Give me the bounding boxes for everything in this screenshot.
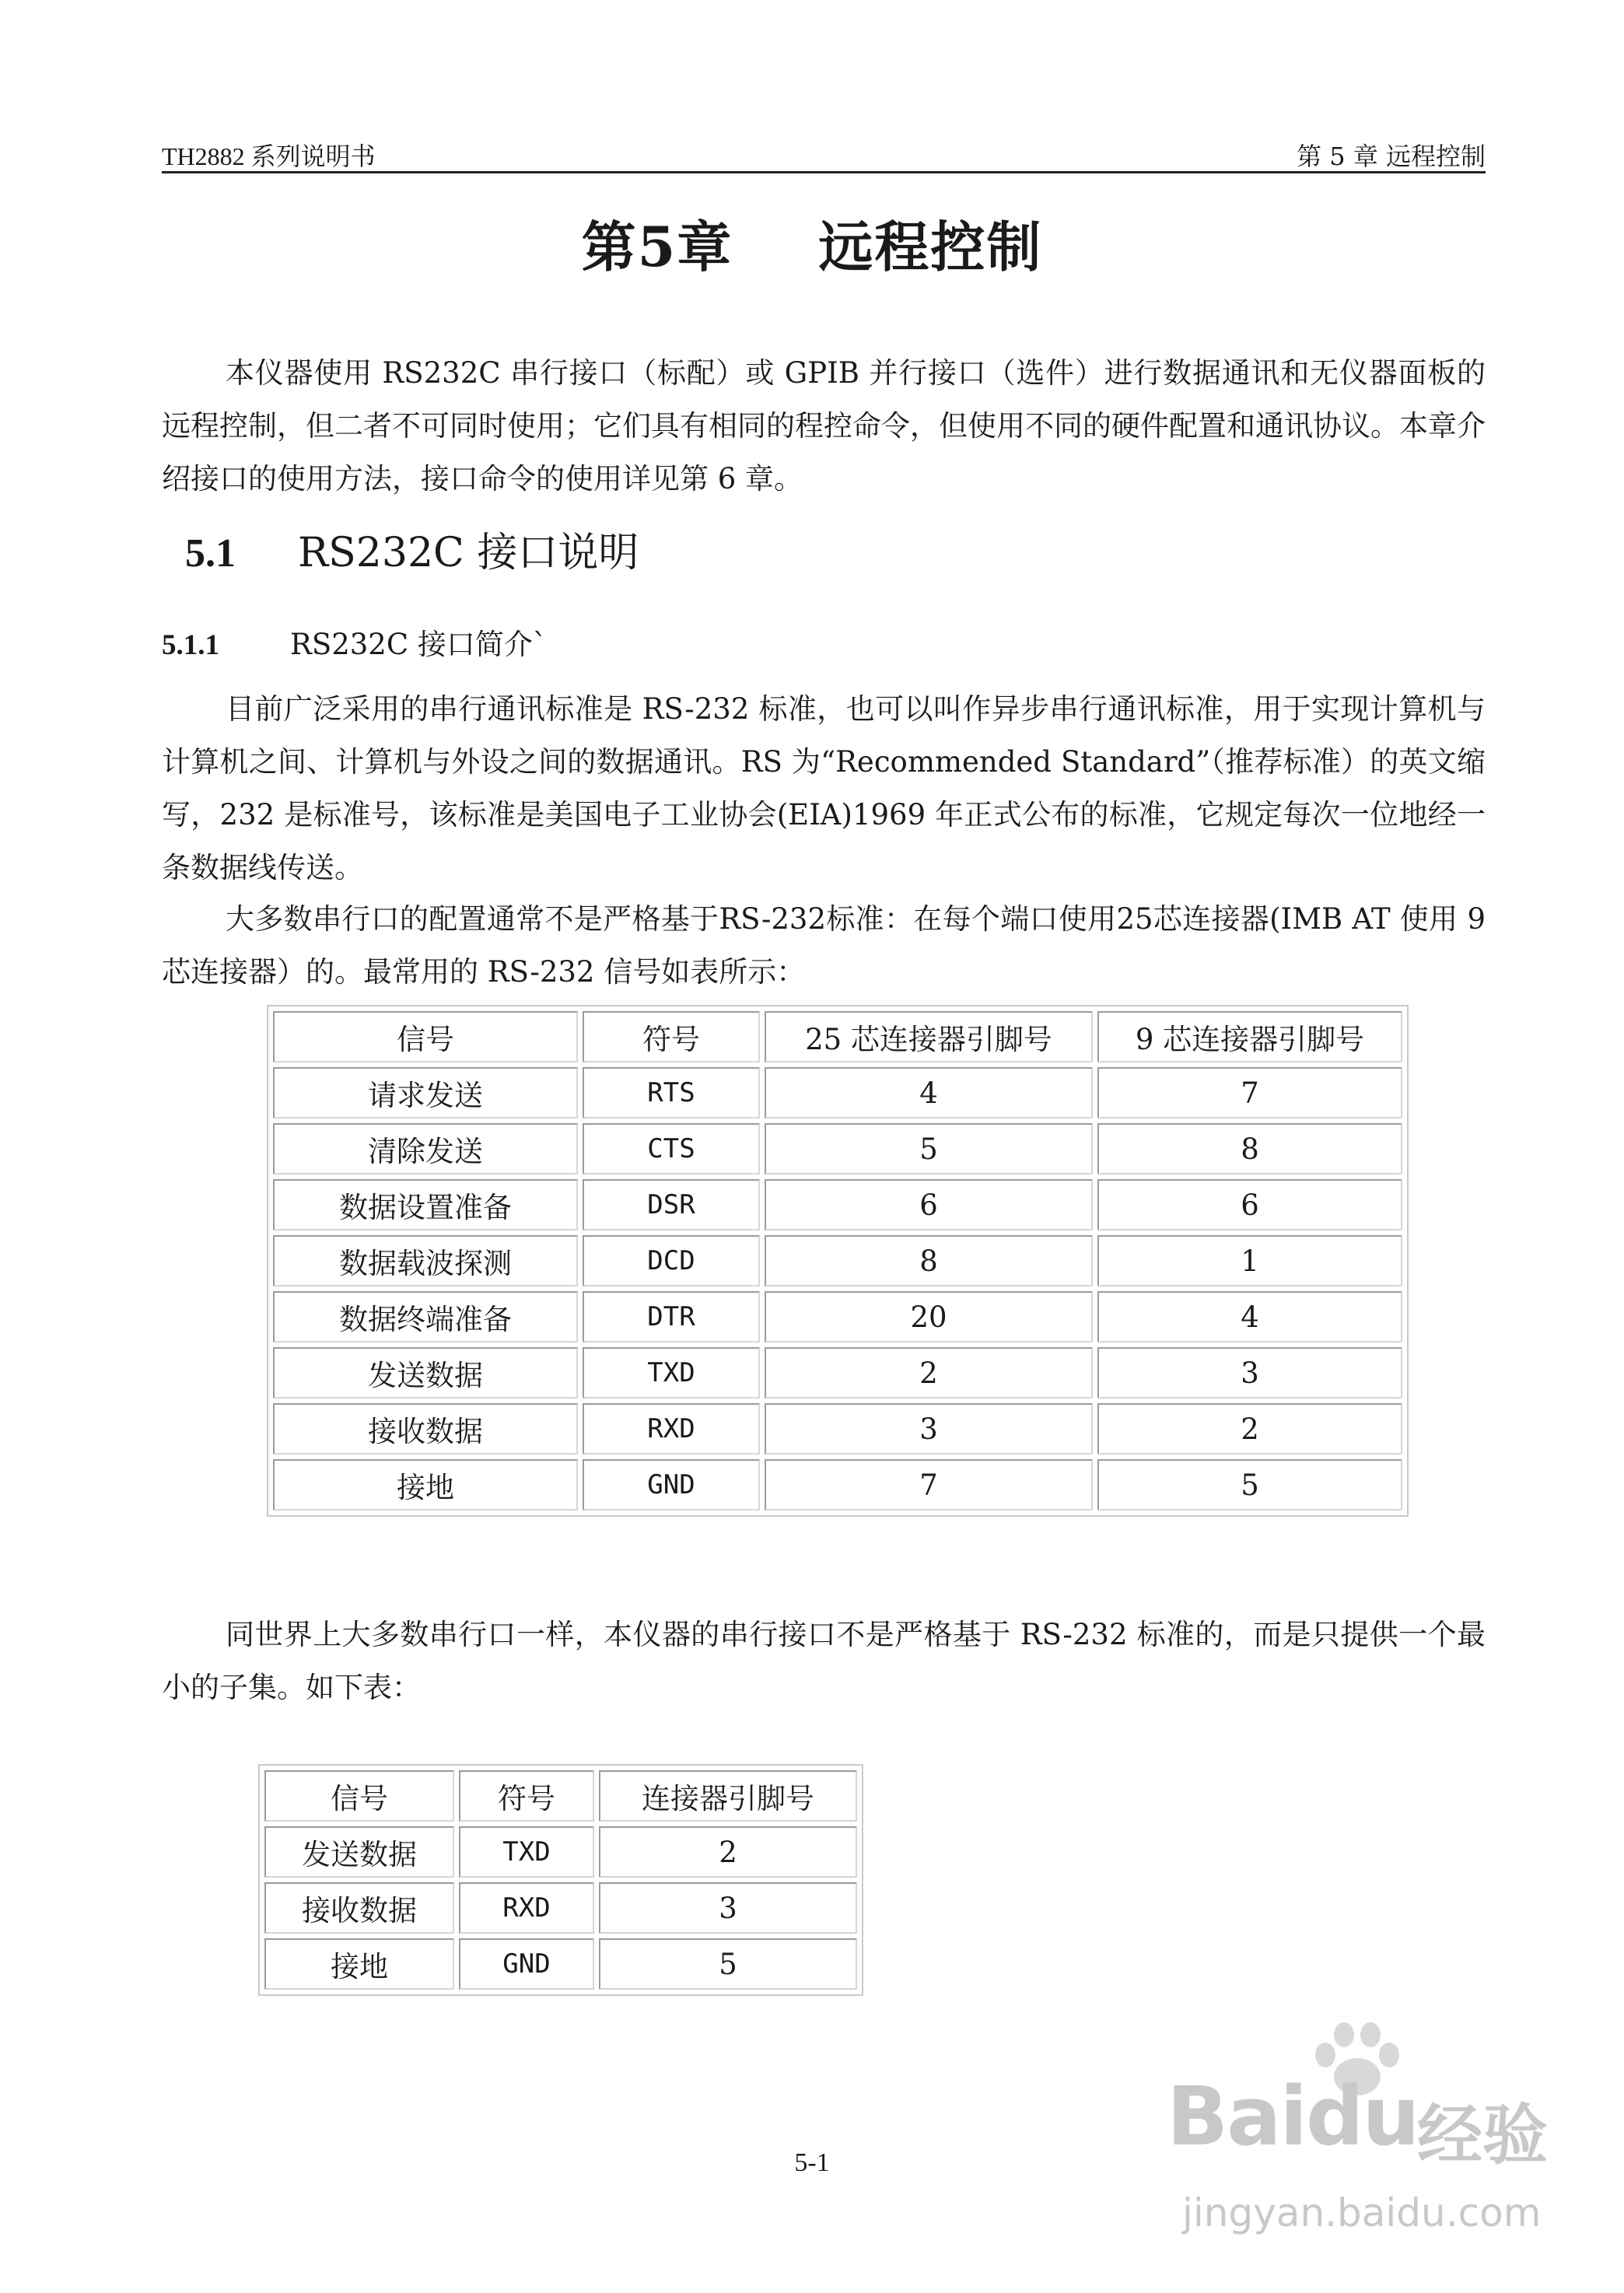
minimal-signal-table <box>258 1764 863 1996</box>
pin-25: 4 <box>765 1067 1093 1118</box>
signal-symbol: TXD <box>459 1826 594 1878</box>
signal-name: 接地 <box>273 1459 578 1511</box>
signal-symbol: DSR <box>583 1179 760 1231</box>
paragraph-rs232-intro: 目前广泛采用的串行通讯标准是 RS-232 标准，也可以叫作异步串行通讯标准，用于实现计算机与计算机之间、计算机与外设之间的数据通讯。RS 为“Recommended Standard”（推荐标准）的英文缩写，232 是标准号，该标准是美国电子工业协会(EIA)1969 年正式公布的标准，它规定每次一位地经一条数据线传送。 <box>162 692 1486 884</box>
watermark-logo: Baidu <box>1167 2069 1419 2164</box>
pin-25: 6 <box>765 1179 1093 1231</box>
pin-25: 2 <box>765 1347 1093 1399</box>
paragraph-subset: 同世界上大多数串行口一样，本仪器的串行接口不是严格基于 RS-232 标准的，而是只提供一个最小的子集。如下表： <box>162 1618 1486 1704</box>
signal-name: 数据设置准备 <box>273 1179 578 1231</box>
table-header-cell: 25 芯连接器引脚号 <box>765 1011 1093 1062</box>
subsection-title: RS232C 接口简介` <box>290 628 548 661</box>
table-row <box>273 1067 1402 1118</box>
signal-name: 接地 <box>264 1938 454 1990</box>
section-heading <box>185 520 639 578</box>
pin-9: 4 <box>1097 1291 1402 1343</box>
pin-9: 2 <box>1097 1403 1402 1455</box>
pin-number: 5 <box>599 1938 857 1990</box>
table-row <box>273 1347 1402 1399</box>
table-row <box>264 1938 857 1990</box>
table-header-cell: 符号 <box>583 1011 760 1062</box>
table-header-cell: 信号 <box>264 1770 454 1822</box>
table-row <box>273 1459 1402 1511</box>
signal-symbol: TXD <box>583 1347 760 1399</box>
pin-25: 8 <box>765 1235 1093 1287</box>
pin-number: 2 <box>599 1826 857 1878</box>
rs232-signal-table <box>267 1005 1409 1517</box>
pin-9: 7 <box>1097 1067 1402 1118</box>
signal-symbol: GND <box>583 1459 760 1511</box>
pin-25: 5 <box>765 1123 1093 1175</box>
watermark-url: jingyan.baidu.com <box>1182 2190 1542 2235</box>
signal-name: 数据载波探测 <box>273 1235 578 1287</box>
header-doc-title: TH2882 系列说明书 <box>162 142 376 170</box>
pin-25: 3 <box>765 1403 1093 1455</box>
pin-9: 1 <box>1097 1235 1402 1287</box>
signal-name: 清除发送 <box>273 1123 578 1175</box>
chapter-number: 第5章 <box>581 215 733 279</box>
table-row <box>273 1291 1402 1343</box>
paragraph-serial-config: 大多数串行口的配置通常不是严格基于RS-232标准：在每个端口使用25芯连接器(IMB AT 使用 9 芯连接器）的。最常用的 RS-232 信号如表所示： <box>162 902 1486 989</box>
signal-name: 接收数据 <box>264 1882 454 1934</box>
signal-symbol: GND <box>459 1938 594 1990</box>
page-number: 5-1 <box>794 2148 830 2177</box>
table-header-row <box>264 1770 857 1822</box>
chapter-name: 远程控制 <box>818 215 1043 279</box>
signal-symbol: DTR <box>583 1291 760 1343</box>
pin-25: 7 <box>765 1459 1093 1511</box>
signal-symbol: RTS <box>583 1067 760 1118</box>
table-row <box>264 1826 857 1878</box>
pin-25: 20 <box>765 1291 1093 1343</box>
table-row <box>273 1179 1402 1231</box>
table-header-cell: 符号 <box>459 1770 594 1822</box>
signal-symbol: RXD <box>583 1403 760 1455</box>
watermark-brand: 经验 <box>1417 2097 1549 2173</box>
section-title: RS232C 接口说明 <box>298 530 639 576</box>
table-header-cell: 信号 <box>273 1011 578 1062</box>
signal-symbol: CTS <box>583 1123 760 1175</box>
signal-symbol: DCD <box>583 1235 760 1287</box>
table-row <box>273 1235 1402 1287</box>
pin-9: 3 <box>1097 1347 1402 1399</box>
table-header-cell: 9 芯连接器引脚号 <box>1097 1011 1402 1062</box>
table-row <box>264 1882 857 1934</box>
pin-9: 6 <box>1097 1179 1402 1231</box>
baidu-watermark <box>1151 2038 1556 2256</box>
chapter-title <box>0 204 1624 282</box>
subsection-number: 5.1.1 <box>162 629 219 661</box>
subsection-heading <box>162 621 547 663</box>
pin-9: 5 <box>1097 1459 1402 1511</box>
section-number: 5.1 <box>185 531 236 576</box>
signal-symbol: RXD <box>459 1882 594 1934</box>
pin-number: 3 <box>599 1882 857 1934</box>
header-chapter: 第 5 章 远程控制 <box>1297 142 1486 171</box>
page-header <box>162 134 1486 173</box>
table-row <box>273 1123 1402 1175</box>
intro-paragraph: 本仪器使用 RS232C 串行接口（标配）或 GPIB 并行接口（选件）进行数据通讯和无仪器面板的远程控制，但二者不可同时使用；它们具有相同的程控命令，但使用不同的硬件配置和通讯协议。本章介绍接口的使用方法，接口命令的使用详见第 6 章。 <box>162 356 1486 495</box>
signal-name: 发送数据 <box>264 1826 454 1878</box>
pin-9: 8 <box>1097 1123 1402 1175</box>
table-row <box>273 1403 1402 1455</box>
signal-name: 请求发送 <box>273 1067 578 1118</box>
table-header-cell: 连接器引脚号 <box>599 1770 857 1822</box>
table-header-row <box>273 1011 1402 1062</box>
signal-name: 接收数据 <box>273 1403 578 1455</box>
signal-name: 发送数据 <box>273 1347 578 1399</box>
signal-name: 数据终端准备 <box>273 1291 578 1343</box>
